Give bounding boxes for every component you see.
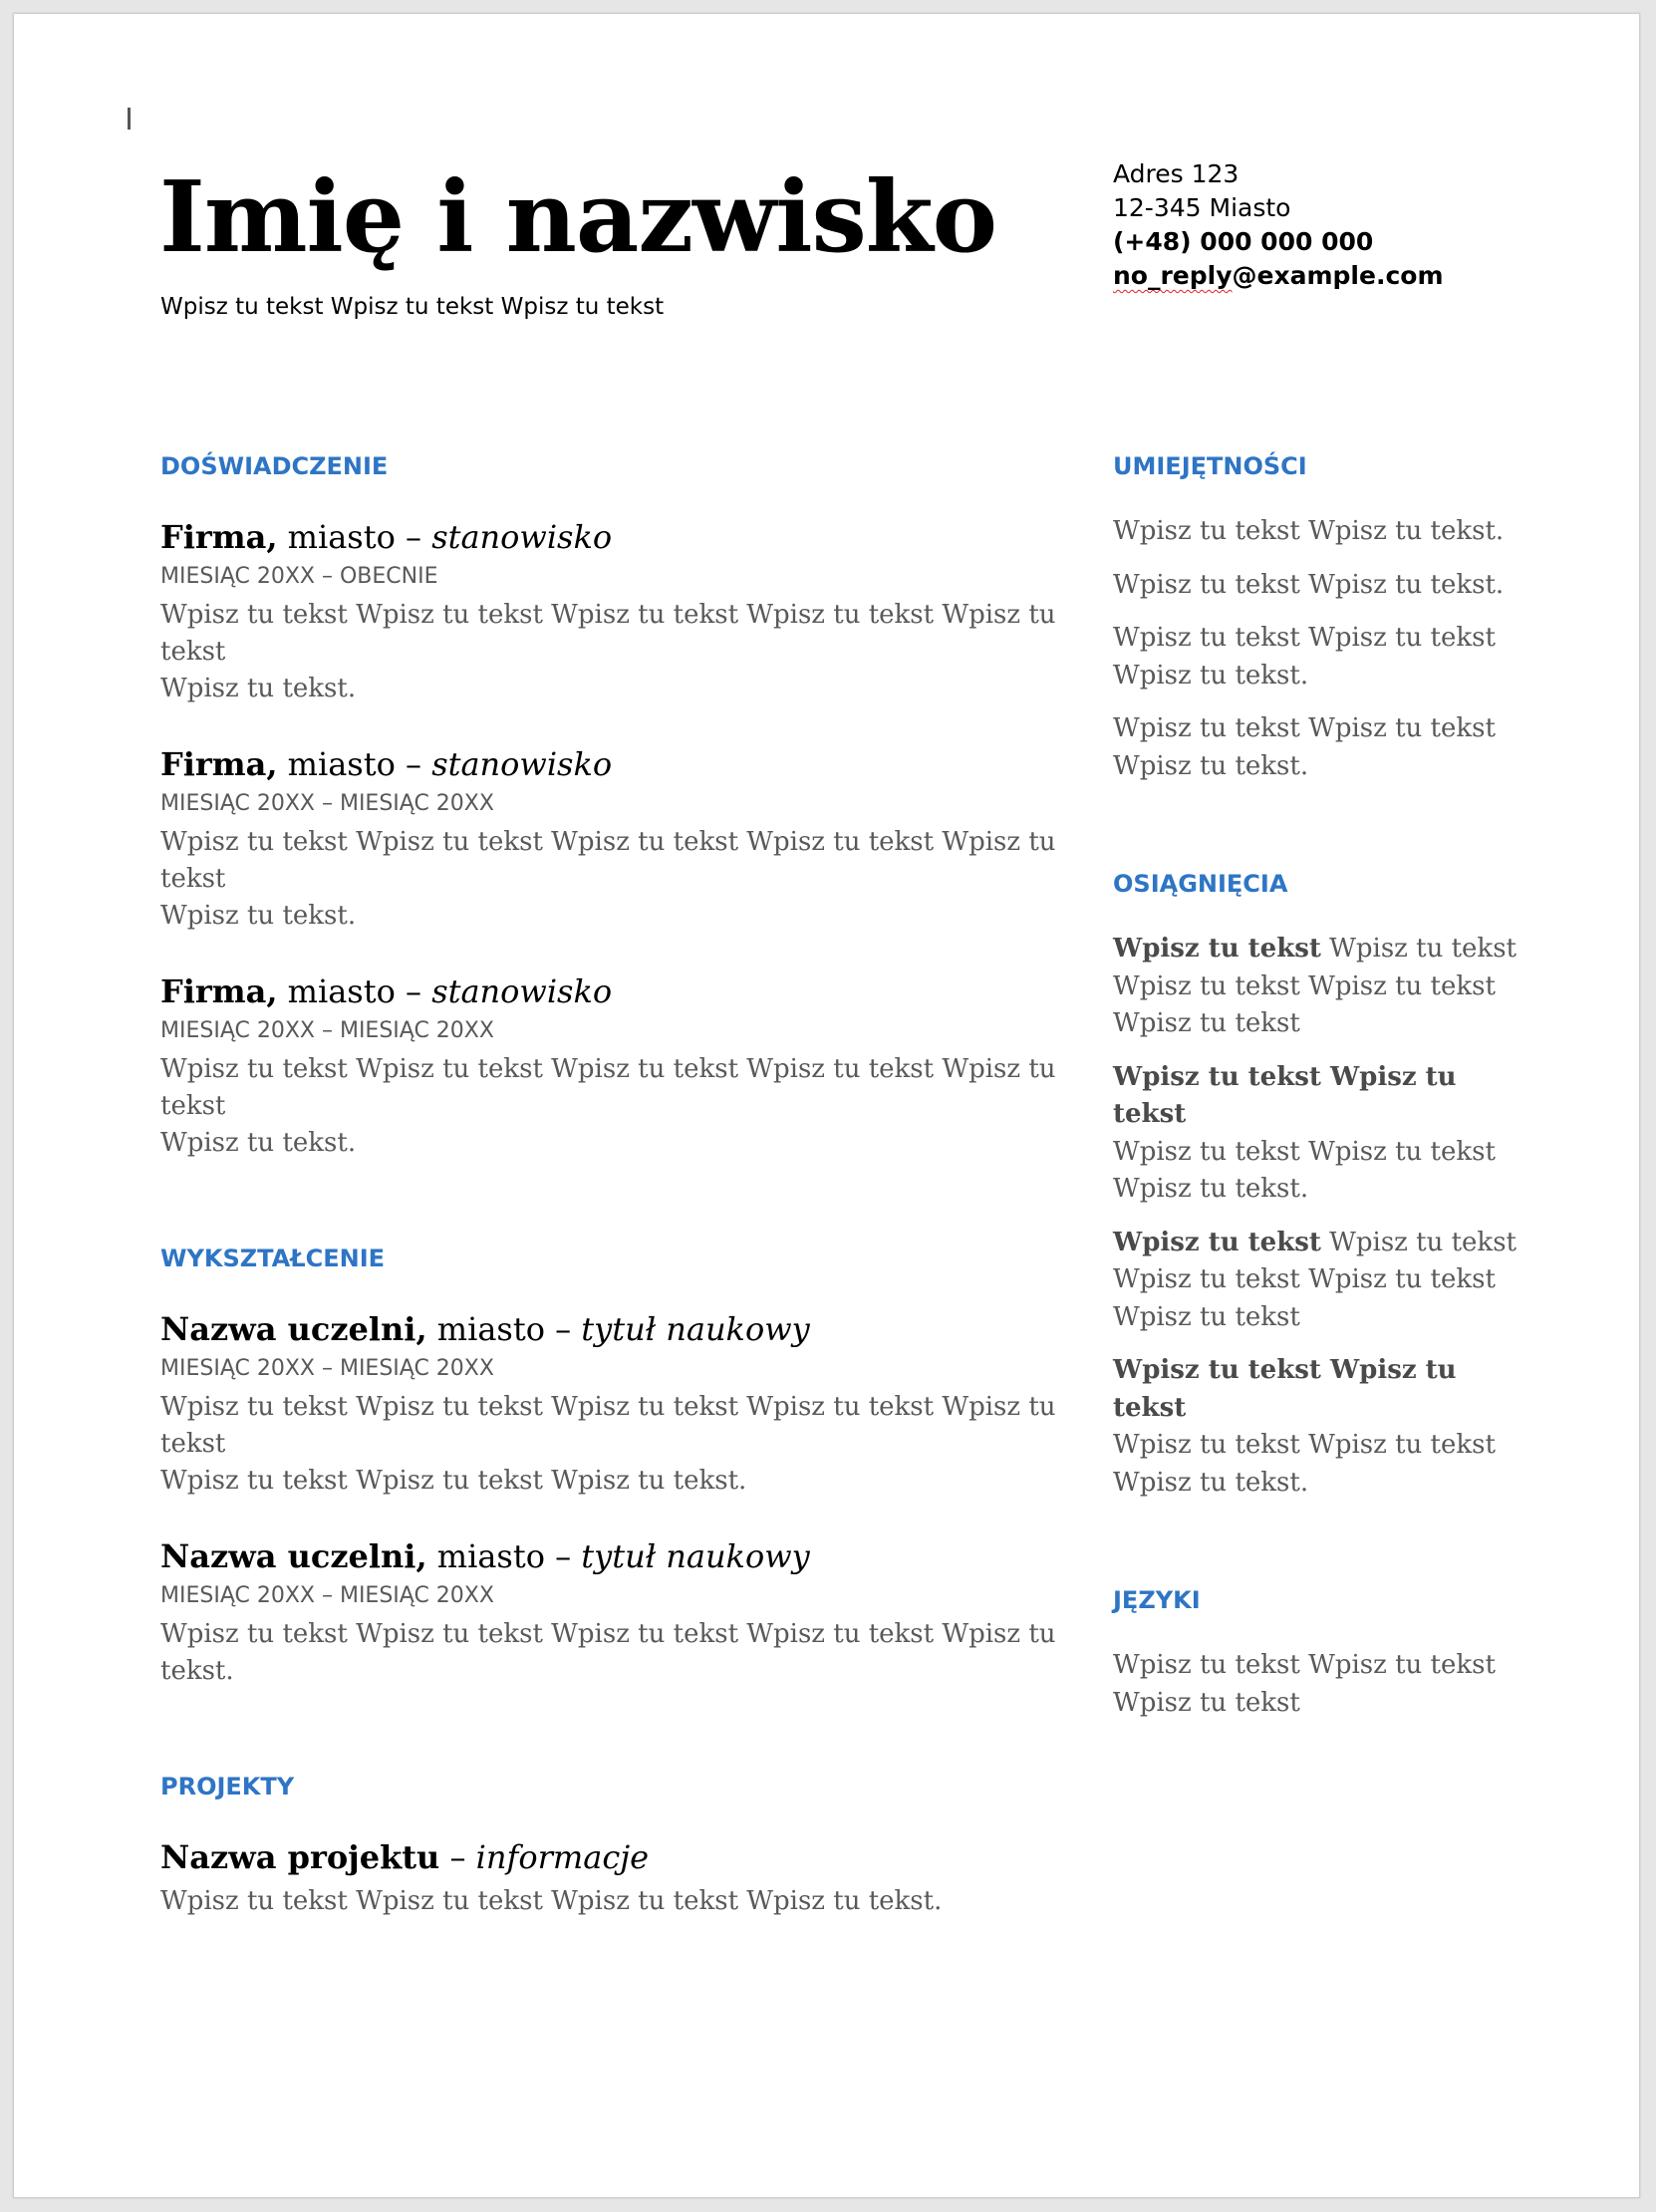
achievement-bold: Wpisz tu tekst: [1113, 1227, 1321, 1257]
achievement-line: [1113, 1352, 1531, 1427]
contact-email[interactable]: [1113, 259, 1444, 293]
experience-item-title[interactable]: [160, 969, 1057, 1013]
education-item: [160, 1307, 1057, 1500]
section-title-languages[interactable]: JĘZYKI: [1113, 1586, 1201, 1614]
project-item-title[interactable]: [160, 1835, 1057, 1879]
full-name-heading[interactable]: Imię i nazwisko: [159, 160, 997, 275]
achievement-bold: Wpisz tu tekst Wpisz tu tekst: [1113, 1355, 1457, 1423]
company-city: miasto –: [277, 518, 432, 556]
right-column: [1113, 449, 1531, 1722]
skill-item[interactable]: [1113, 567, 1531, 605]
achievement-line: Wpisz tu tekst Wpisz tu tekst: [1113, 1136, 1496, 1167]
achievement-item[interactable]: [1113, 1352, 1531, 1502]
achievement-rest: Wpisz tu tekst: [1320, 934, 1517, 964]
section-title-experience[interactable]: DOŚWIADCZENIE: [160, 452, 389, 480]
achievement-line: Wpisz tu tekst: [1113, 1008, 1300, 1038]
company-name: Firma,: [160, 745, 278, 783]
achievement-line: [1113, 931, 1531, 968]
achievement-line: Wpisz tu tekst Wpisz tu tekst: [1113, 970, 1496, 1001]
skill-item[interactable]: [1113, 620, 1531, 694]
desc-line: Wpisz tu tekst.: [160, 901, 357, 931]
company-name: Firma,: [160, 972, 278, 1010]
degree: tytuł naukowy: [581, 1537, 810, 1575]
experience-item: [160, 969, 1057, 1162]
achievement-line: Wpisz tu tekst: [1113, 1301, 1300, 1332]
contact-phone[interactable]: (+48) 000 000 000: [1113, 227, 1374, 256]
project-info: informacje: [475, 1838, 650, 1876]
school-name: Nazwa uczelni,: [160, 1537, 427, 1575]
project-item: [160, 1835, 1057, 1920]
experience-item-title[interactable]: [160, 742, 1057, 786]
experience-item-desc[interactable]: [160, 597, 1057, 707]
section-title-skills[interactable]: UMIEJĘTNOŚCI: [1113, 452, 1307, 480]
education-item-title[interactable]: [160, 1307, 1057, 1351]
education-item-desc[interactable]: [160, 1389, 1057, 1500]
achievement-line: [1113, 1059, 1531, 1134]
education-item-desc[interactable]: [160, 1616, 1057, 1690]
experience-item: [160, 742, 1057, 935]
experience-item-title[interactable]: [160, 515, 1057, 559]
achievement-line: [1113, 1225, 1531, 1262]
school-city: miasto –: [426, 1537, 582, 1575]
education-item: [160, 1534, 1057, 1690]
text-cursor: [128, 108, 131, 130]
achievement-line: Wpisz tu tekst.: [1113, 1174, 1309, 1204]
languages-line: Wpisz tu tekst Wpisz tu tekst: [1113, 1650, 1496, 1680]
experience-item-desc[interactable]: [160, 1051, 1057, 1162]
tagline[interactable]: Wpisz tu tekst Wpisz tu tekst Wpisz tu tekst: [160, 294, 665, 320]
experience-item: [160, 515, 1057, 707]
education-item-title[interactable]: [160, 1534, 1057, 1578]
project-item-desc[interactable]: Wpisz tu tekst Wpisz tu tekst Wpisz tu tekst Wpisz tu tekst.: [160, 1886, 943, 1916]
company-name: Firma,: [160, 518, 278, 556]
desc-line: Wpisz tu tekst Wpisz tu tekst Wpisz tu tekst Wpisz tu tekst Wpisz tu tekst: [160, 827, 1056, 894]
desc-line: Wpisz tu tekst.: [160, 1128, 357, 1158]
school-city: miasto –: [426, 1310, 582, 1348]
contact-email-domain: @example.com: [1232, 261, 1444, 290]
achievement-item[interactable]: [1113, 1059, 1531, 1209]
achievement-bold: Wpisz tu tekst: [1113, 934, 1321, 964]
school-name: Nazwa uczelni,: [160, 1310, 427, 1348]
desc-line: Wpisz tu tekst Wpisz tu tekst Wpisz tu tekst Wpisz tu tekst Wpisz tu tekst: [160, 600, 1056, 667]
languages-text[interactable]: [1113, 1647, 1531, 1722]
skill-line: Wpisz tu tekst Wpisz tu tekst: [1113, 623, 1496, 653]
skill-line: Wpisz tu tekst.: [1113, 660, 1309, 691]
desc-line: Wpisz tu tekst Wpisz tu tekst Wpisz tu tekst Wpisz tu tekst Wpisz tu tekst.: [160, 1619, 1056, 1686]
experience-item-dates[interactable]: MIESIĄC 20XX – MIESIĄC 20XX: [160, 1018, 494, 1043]
skill-line: Wpisz tu tekst Wpisz tu tekst.: [1113, 516, 1505, 546]
skill-line: Wpisz tu tekst Wpisz tu tekst.: [1113, 569, 1505, 600]
degree: tytuł naukowy: [581, 1310, 810, 1348]
separator: –: [439, 1838, 476, 1876]
company-city: miasto –: [277, 972, 432, 1010]
achievement-line: Wpisz tu tekst Wpisz tu tekst: [1113, 1430, 1496, 1460]
skill-line: Wpisz tu tekst.: [1113, 750, 1309, 781]
skills-list: [1113, 513, 1531, 785]
project-name: Nazwa projektu: [160, 1838, 440, 1876]
job-position: stanowisko: [431, 972, 613, 1010]
achievement-bold: Wpisz tu tekst Wpisz tu tekst: [1113, 1061, 1457, 1129]
achievements-list: [1113, 931, 1531, 1502]
desc-line: Wpisz tu tekst Wpisz tu tekst Wpisz tu tekst.: [160, 1466, 747, 1496]
experience-item-dates[interactable]: MIESIĄC 20XX – MIESIĄC 20XX: [160, 791, 494, 816]
contact-address[interactable]: Adres 123: [1113, 159, 1240, 188]
section-title-projects[interactable]: PROJEKTY: [160, 1773, 295, 1800]
experience-item-dates[interactable]: MIESIĄC 20XX – OBECNIE: [160, 564, 438, 589]
experience-item-desc[interactable]: [160, 824, 1057, 935]
left-column: [160, 449, 1057, 1920]
achievement-item[interactable]: [1113, 931, 1531, 1043]
achievement-rest: Wpisz tu tekst: [1320, 1227, 1517, 1257]
skill-item[interactable]: [1113, 513, 1531, 551]
job-position: stanowisko: [431, 518, 613, 556]
skill-line: Wpisz tu tekst Wpisz tu tekst: [1113, 713, 1496, 743]
section-title-education[interactable]: WYKSZTAŁCENIE: [160, 1244, 386, 1272]
education-item-dates[interactable]: MIESIĄC 20XX – MIESIĄC 20XX: [160, 1583, 494, 1608]
desc-line: Wpisz tu tekst Wpisz tu tekst Wpisz tu tekst Wpisz tu tekst Wpisz tu tekst: [160, 1392, 1056, 1459]
job-position: stanowisko: [431, 745, 613, 783]
section-title-achievements[interactable]: OSIĄGNIĘCIA: [1113, 870, 1288, 898]
languages-line: Wpisz tu tekst: [1113, 1687, 1300, 1718]
contact-email-user: no_reply: [1113, 261, 1233, 290]
company-city: miasto –: [277, 745, 432, 783]
achievement-item[interactable]: [1113, 1225, 1531, 1337]
document-page[interactable]: [13, 13, 1640, 2198]
achievement-line: Wpisz tu tekst.: [1113, 1467, 1309, 1498]
skill-item[interactable]: [1113, 710, 1531, 785]
achievement-line: Wpisz tu tekst Wpisz tu tekst: [1113, 1264, 1496, 1294]
contact-city[interactable]: 12-345 Miasto: [1113, 193, 1291, 222]
contact-block: [1113, 157, 1444, 293]
education-item-dates[interactable]: MIESIĄC 20XX – MIESIĄC 20XX: [160, 1356, 494, 1381]
desc-line: Wpisz tu tekst.: [160, 674, 357, 703]
desc-line: Wpisz tu tekst Wpisz tu tekst Wpisz tu tekst Wpisz tu tekst Wpisz tu tekst: [160, 1054, 1056, 1121]
